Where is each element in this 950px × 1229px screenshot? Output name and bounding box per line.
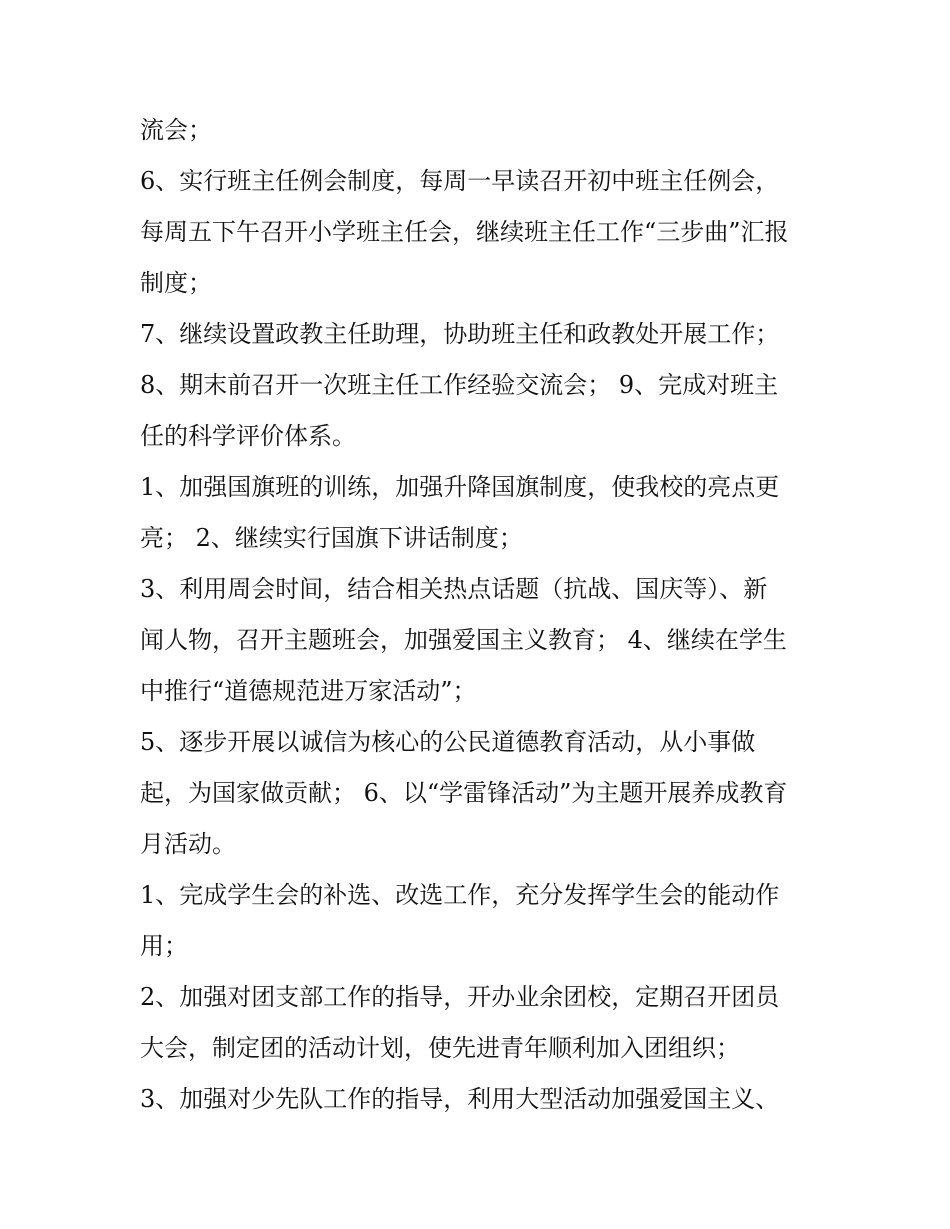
text-line: 每周五下午召开小学班主任会，继续班主任工作“三步曲”汇报 [140, 218, 789, 246]
text-line: 用； [140, 932, 188, 960]
text-line: 1、加强国旗班的训练，加强升降国旗制度，使我校的亮点更 [140, 473, 780, 501]
text-line: 5、逐步开展以诚信为核心的公民道德教育活动，从小事做 [140, 728, 756, 756]
text-line: 6、实行班主任例会制度，每周一早读召开初中班主任例会， [140, 167, 780, 195]
text-line: 任的科学评价体系。 [140, 422, 356, 450]
text-line: 7、继续设置政教主任助理，协助班主任和政教处开展工作； [140, 320, 780, 348]
text-line: 中推行“道德规范进万家活动”； [140, 677, 477, 705]
text-line: 2、加强对团支部工作的指导，开办业余团校，定期召开团员 [140, 983, 780, 1011]
document-body [140, 105, 820, 1125]
text-line: 8、期末前召开一次班主任工作经验交流会； 9、完成对班主 [140, 371, 779, 399]
text-line: 起，为国家做贡献； 6、以“学雷锋活动”为主题开展养成教育 [140, 779, 788, 807]
text-line: 月活动。 [140, 830, 236, 858]
text-line: 流会； [140, 116, 212, 144]
text-line: 大会，制定团的活动计划，使先进青年顺利加入团组织； [140, 1034, 740, 1062]
text-line: 3、利用周会时间，结合相关热点话题（抗战、国庆等）、新 [140, 575, 768, 603]
text-line: 1、完成学生会的补选、改选工作，充分发挥学生会的能动作 [140, 881, 780, 909]
text-line: 制度； [140, 269, 212, 297]
text-line: 亮； 2、继续实行国旗下讲话制度； [140, 524, 523, 552]
text-line: 闻人物，召开主题班会，加强爱国主义教育； 4、继续在学生 [140, 626, 787, 654]
text-line: 3、加强对少先队工作的指导，利用大型活动加强爱国主义、 [140, 1085, 780, 1113]
